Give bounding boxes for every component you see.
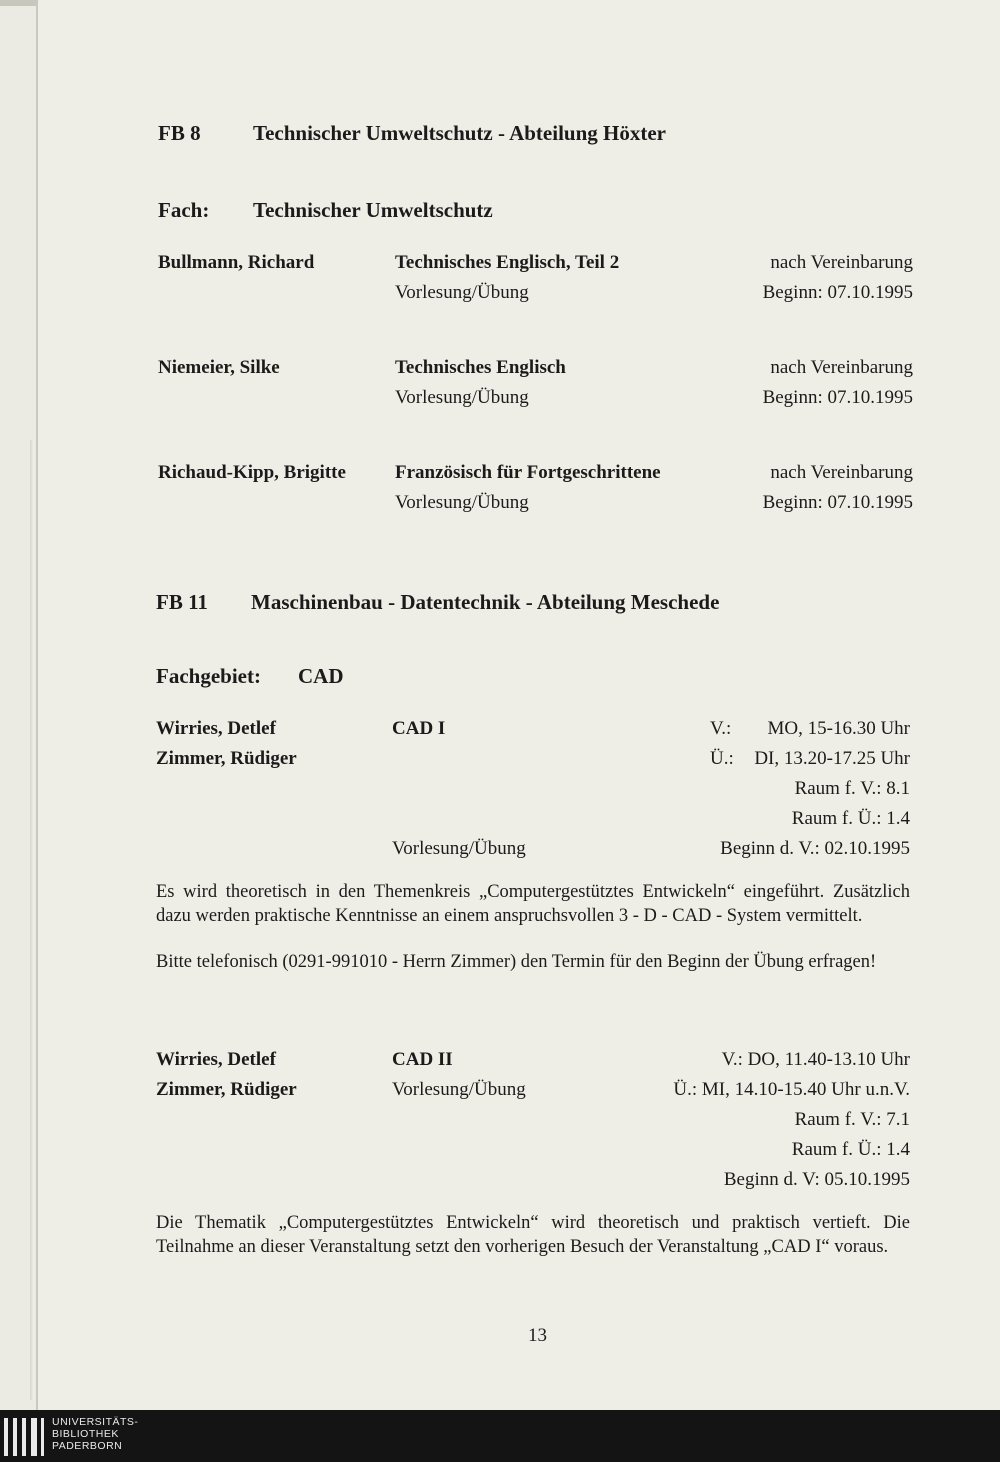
section-code: FB 11 — [156, 590, 208, 614]
course-start: Beginn: 07.10.1995 — [762, 387, 913, 408]
exercise-room: Raum f. Ü.: 1.4 — [791, 1139, 910, 1160]
course-time: nach Vereinbarung — [770, 252, 913, 273]
library-footer — [0, 1410, 1000, 1462]
course-type: Vorlesung/Übung — [392, 1079, 526, 1100]
section-title: Maschinenbau - Datentechnik - Abteilung Meschede — [251, 590, 720, 614]
course-time: nach Vereinbarung — [770, 462, 913, 483]
course-start: Beginn d. V: 05.10.1995 — [723, 1169, 910, 1190]
lecturer-name: Wirries, Detlef — [156, 1049, 276, 1070]
course-title: Technisches Englisch — [395, 357, 566, 378]
exercise-time: DI, 13.20-17.25 Uhr — [754, 748, 910, 769]
course-type: Vorlesung/Übung — [395, 282, 529, 303]
course-note: Bitte telefonisch (0291-991010 - Herrn Zimmer) den Termin für den Beginn der Übung erfragen! — [156, 952, 877, 972]
section-code: FB 8 — [158, 121, 201, 145]
lecture-room: Raum f. V.: 8.1 — [794, 778, 910, 799]
section-title: Technischer Umweltschutz - Abteilung Höxter — [253, 121, 666, 145]
lecturer-name: Bullmann, Richard — [158, 252, 315, 273]
lecture-label: V.: — [710, 718, 732, 739]
exercise-label: Ü.: — [710, 748, 734, 769]
exercise-time: Ü.: MI, 14.10-15.40 Uhr u.n.V. — [673, 1079, 910, 1100]
course-title: Französisch für Fortgeschrittene — [395, 462, 661, 483]
course-title: CAD I — [392, 718, 446, 739]
page-number: 13 — [528, 1325, 547, 1346]
course-start: Beginn d. V.: 02.10.1995 — [720, 838, 910, 859]
fachgebiet-label: Fachgebiet: — [156, 664, 261, 688]
exercise-room: Raum f. Ü.: 1.4 — [791, 808, 910, 829]
fachgebiet-value: CAD — [298, 664, 344, 688]
course-type: Vorlesung/Übung — [395, 492, 529, 513]
course-description: Es wird theoretisch in den Themenkreis „Computergestütztes Entwickeln“ eingeführt. Zusätzlich dazu werden praktische Kenntnisse an einem anspruchsvollen 3 - D - CAD - System vermittelt. — [156, 882, 910, 926]
course-start: Beginn: 07.10.1995 — [762, 282, 913, 303]
course-description: Die Thematik „Computergestütztes Entwickeln“ wird theoretisch und praktisch vertieft. Die Teilnahme an dieser Veranstaltung setzt den vorherigen Besuch der Veranstaltung „CAD I“ voraus. — [156, 1213, 910, 1257]
page-fold — [30, 440, 34, 1400]
course-type: Vorlesung/Übung — [392, 838, 526, 859]
lecturer-name: Zimmer, Rüdiger — [156, 748, 297, 769]
course-title: CAD II — [392, 1049, 453, 1070]
lecturer-name: Zimmer, Rüdiger — [156, 1079, 297, 1100]
course-start: Beginn: 07.10.1995 — [762, 492, 913, 513]
course-time: nach Vereinbarung — [770, 357, 913, 378]
lecture-time: V.: DO, 11.40-13.10 Uhr — [721, 1049, 910, 1070]
lecture-room: Raum f. V.: 7.1 — [794, 1109, 910, 1130]
lecturer-name: Niemeier, Silke — [158, 357, 280, 378]
lecturer-name: Wirries, Detlef — [156, 718, 276, 739]
fach-value: Technischer Umweltschutz — [253, 198, 493, 222]
course-title: Technisches Englisch, Teil 2 — [395, 252, 620, 273]
library-logo-icon — [4, 1418, 44, 1456]
course-type: Vorlesung/Übung — [395, 387, 529, 408]
fach-label: Fach: — [158, 198, 210, 222]
library-name: UNIVERSITÄTS- BIBLIOTHEK PADERBORN — [52, 1416, 139, 1452]
lecturer-name: Richaud-Kipp, Brigitte — [158, 462, 346, 483]
lecture-time: MO, 15-16.30 Uhr — [767, 718, 910, 739]
